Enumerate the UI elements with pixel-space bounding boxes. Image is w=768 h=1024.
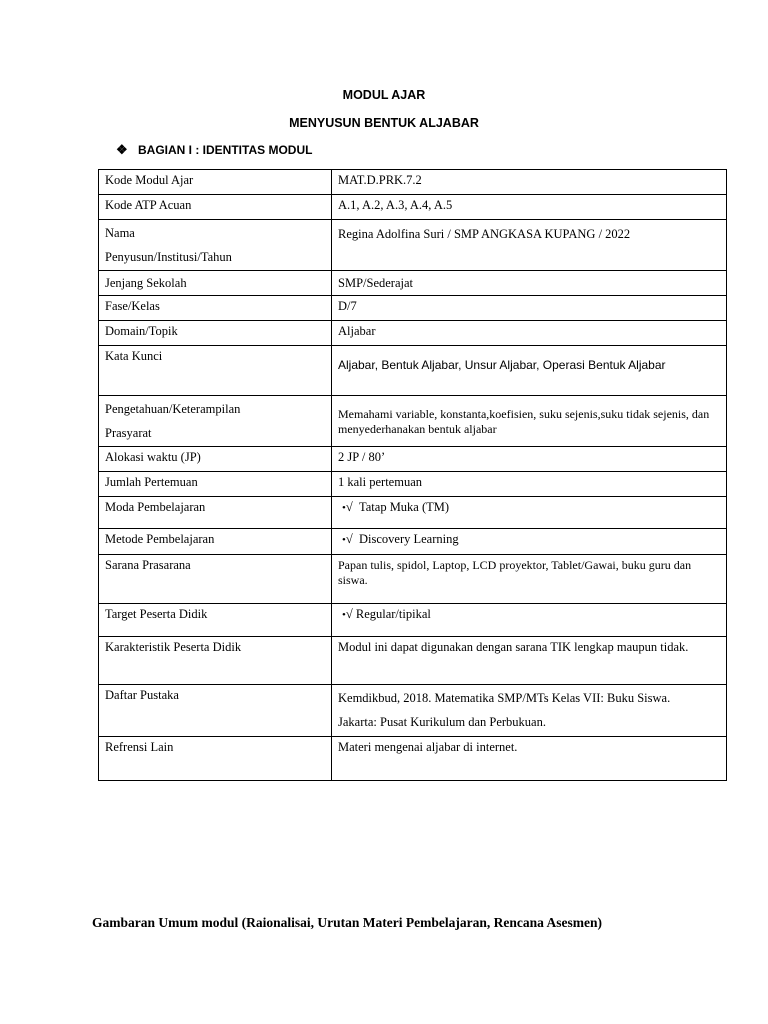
row-key: Fase/Kelas	[99, 296, 332, 321]
table-row	[99, 296, 727, 321]
row-key: Moda Pembelajaran	[99, 497, 332, 529]
table-row	[99, 604, 727, 637]
row-key: Jenjang Sekolah	[99, 271, 332, 296]
row-value: Memahami variable, konstanta,koefisien, suku sejenis,suku tidak sejenis, dan menyederhanakan bentuk aljabar	[332, 396, 727, 447]
row-value	[332, 604, 727, 637]
bullet-dot: •	[342, 609, 346, 621]
checkmark-icon: √	[345, 500, 353, 514]
row-key-line: Pengetahuan/Keterampilan	[105, 402, 241, 416]
section-title: BAGIAN I : IDENTITAS MODUL	[138, 143, 313, 157]
row-key-line: Prasyarat	[105, 426, 152, 440]
row-key	[99, 396, 332, 447]
table-row	[99, 220, 727, 271]
row-key-line: Penyusun/Institusi/Tahun	[105, 250, 232, 264]
diamond-bullet-icon: ❖	[116, 142, 128, 157]
row-key: Target Peserta Didik	[99, 604, 332, 637]
row-key-line: Nama	[105, 226, 135, 240]
row-value: Aljabar, Bentuk Aljabar, Unsur Aljabar, Operasi Bentuk Aljabar	[332, 346, 727, 396]
module-subtitle: MENYUSUN BENTUK ALJABAR	[289, 116, 479, 130]
table-row	[99, 396, 727, 447]
table-row	[99, 555, 727, 604]
row-value: A.1, A.2, A.3, A.4, A.5	[332, 195, 727, 220]
table-row	[99, 195, 727, 220]
row-value: MAT.D.PRK.7.2	[332, 170, 727, 195]
row-value: SMP/Sederajat	[332, 271, 727, 296]
table-row	[99, 737, 727, 781]
table-row	[99, 271, 727, 296]
row-key: Kata Kunci	[99, 346, 332, 396]
bullet-dot: •	[342, 502, 346, 514]
table-row	[99, 321, 727, 346]
row-key: Metode Pembelajaran	[99, 529, 332, 555]
table-row	[99, 170, 727, 195]
row-value: 1 kali pertemuan	[332, 472, 727, 497]
row-value: Aljabar	[332, 321, 727, 346]
checkmark-icon: √	[345, 607, 353, 621]
row-value: Regina Adolfina Suri / SMP ANGKASA KUPANG / 2022	[332, 220, 727, 271]
row-key: Kode Modul Ajar	[99, 170, 332, 195]
identity-table	[98, 169, 727, 781]
row-value-line: Jakarta: Pusat Kurikulum dan Perbukuan.	[338, 715, 546, 729]
table-row	[99, 472, 727, 497]
row-value	[332, 685, 727, 737]
module-title: MODUL AJAR	[342, 88, 426, 102]
table-row	[99, 529, 727, 555]
row-value: 2 JP / 80’	[332, 447, 727, 472]
row-key: Jumlah Pertemuan	[99, 472, 332, 497]
check-label: Regular/tipikal	[355, 607, 431, 621]
row-key: Kode ATP Acuan	[99, 195, 332, 220]
table-row	[99, 346, 727, 396]
check-label: Tatap Muka (TM)	[358, 500, 450, 514]
row-key	[99, 220, 332, 271]
row-value	[332, 497, 727, 529]
row-value: D/7	[332, 296, 727, 321]
table-row	[99, 497, 727, 529]
row-value: Materi mengenai aljabar di internet.	[332, 737, 727, 781]
row-value	[332, 529, 727, 555]
row-value: Modul ini dapat digunakan dengan sarana TIK lengkap maupun tidak.	[332, 637, 727, 685]
table-row	[99, 637, 727, 685]
check-label: Discovery Learning	[358, 532, 459, 546]
row-key: Karakteristik Peserta Didik	[99, 637, 332, 685]
row-key: Domain/Topik	[99, 321, 332, 346]
row-key: Alokasi waktu (JP)	[99, 447, 332, 472]
row-value-line: Kemdikbud, 2018. Matematika SMP/MTs Kelas VII: Buku Siswa.	[338, 691, 671, 705]
section-heading	[116, 142, 312, 158]
row-key: Daftar Pustaka	[99, 685, 332, 737]
table-row	[99, 685, 727, 737]
checkmark-icon: √	[345, 532, 353, 546]
bullet-dot: •	[342, 534, 346, 546]
general-overview-heading: Gambaran Umum modul (Raionalisai, Urutan Materi Pembelajaran, Rencana Asesmen)	[92, 915, 602, 930]
row-key: Sarana Prasarana	[99, 555, 332, 604]
row-key: Refrensi Lain	[99, 737, 332, 781]
row-value: Papan tulis, spidol, Laptop, LCD proyektor, Tablet/Gawai, buku guru dan siswa.	[332, 555, 727, 604]
table-row	[99, 447, 727, 472]
